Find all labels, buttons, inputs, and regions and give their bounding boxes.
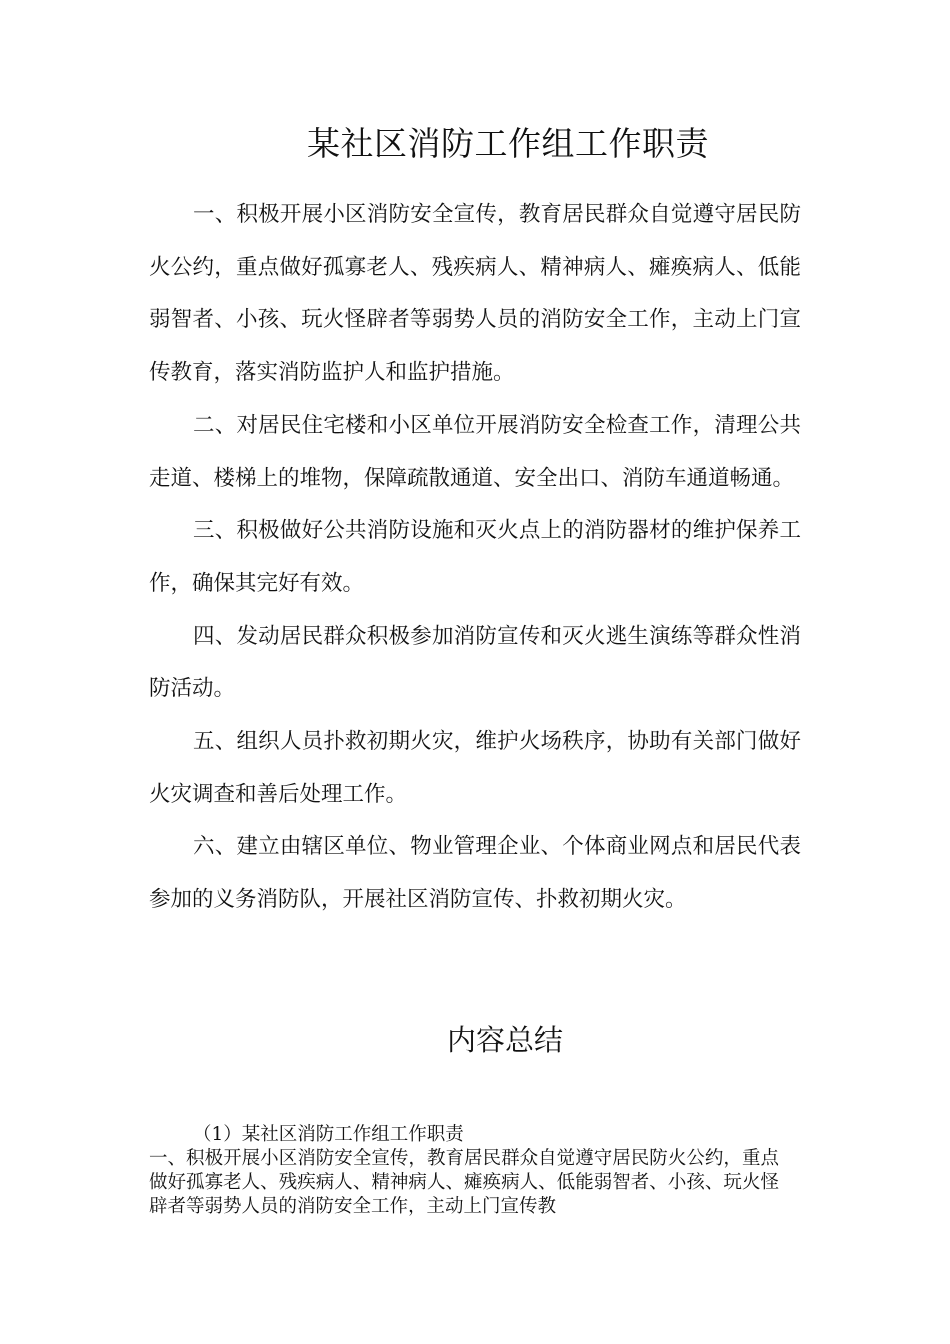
duty-paragraph-3: 三、积极做好公共消防设施和灭火点上的消防器材的维护保养工作，确保其完好有效。 <box>149 518 801 596</box>
duty-paragraph-2: 二、对居民住宅楼和小区单位开展消防安全检查工作，清理公共走道、楼梯上的堆物，保障疏散通道、安全出口、消防车通道畅通。 <box>149 412 801 491</box>
summary-heading: 内容总结 <box>446 1023 563 1057</box>
summary-item-title: （1）某社区消防工作组工作职责 <box>193 1124 464 1145</box>
summary-section <box>149 1122 779 1219</box>
duty-paragraph-5: 五、组织人员扑救初期火灾，维护火场秩序，协助有关部门做好火灾调查和善后处理工作。 <box>149 729 801 807</box>
document-title: 某社区消防工作组工作职责 <box>307 124 709 163</box>
summary-item-text: 一、积极开展小区消防安全宣传，教育居民群众自觉遵守居民防火公约，重点做好孤寡老人、残疾病人、精神病人、瘫痪病人、低能弱智者、小孩、玩火怪辟者等弱势人员的消防安全工作，主动上门宣传教 <box>149 1148 779 1217</box>
duty-paragraph-6: 六、建立由辖区单位、物业管理企业、个体商业网点和居民代表参加的义务消防队，开展社区消防宣传、扑救初期火灾。 <box>149 834 801 913</box>
document-body <box>149 189 801 927</box>
duty-paragraph-4: 四、发动居民群众积极参加消防宣传和灭火逃生演练等群众性消防活动。 <box>149 623 801 702</box>
duty-paragraph-1: 一、积极开展小区消防安全宣传，教育居民群众自觉遵守居民防火公约，重点做好孤寡老人、残疾病人、精神病人、瘫痪病人、低能弱智者、小孩、玩火怪辟者等弱势人员的消防安全工作，主动上门宣传教育，落实消防监护人和监护措施。 <box>149 202 801 386</box>
